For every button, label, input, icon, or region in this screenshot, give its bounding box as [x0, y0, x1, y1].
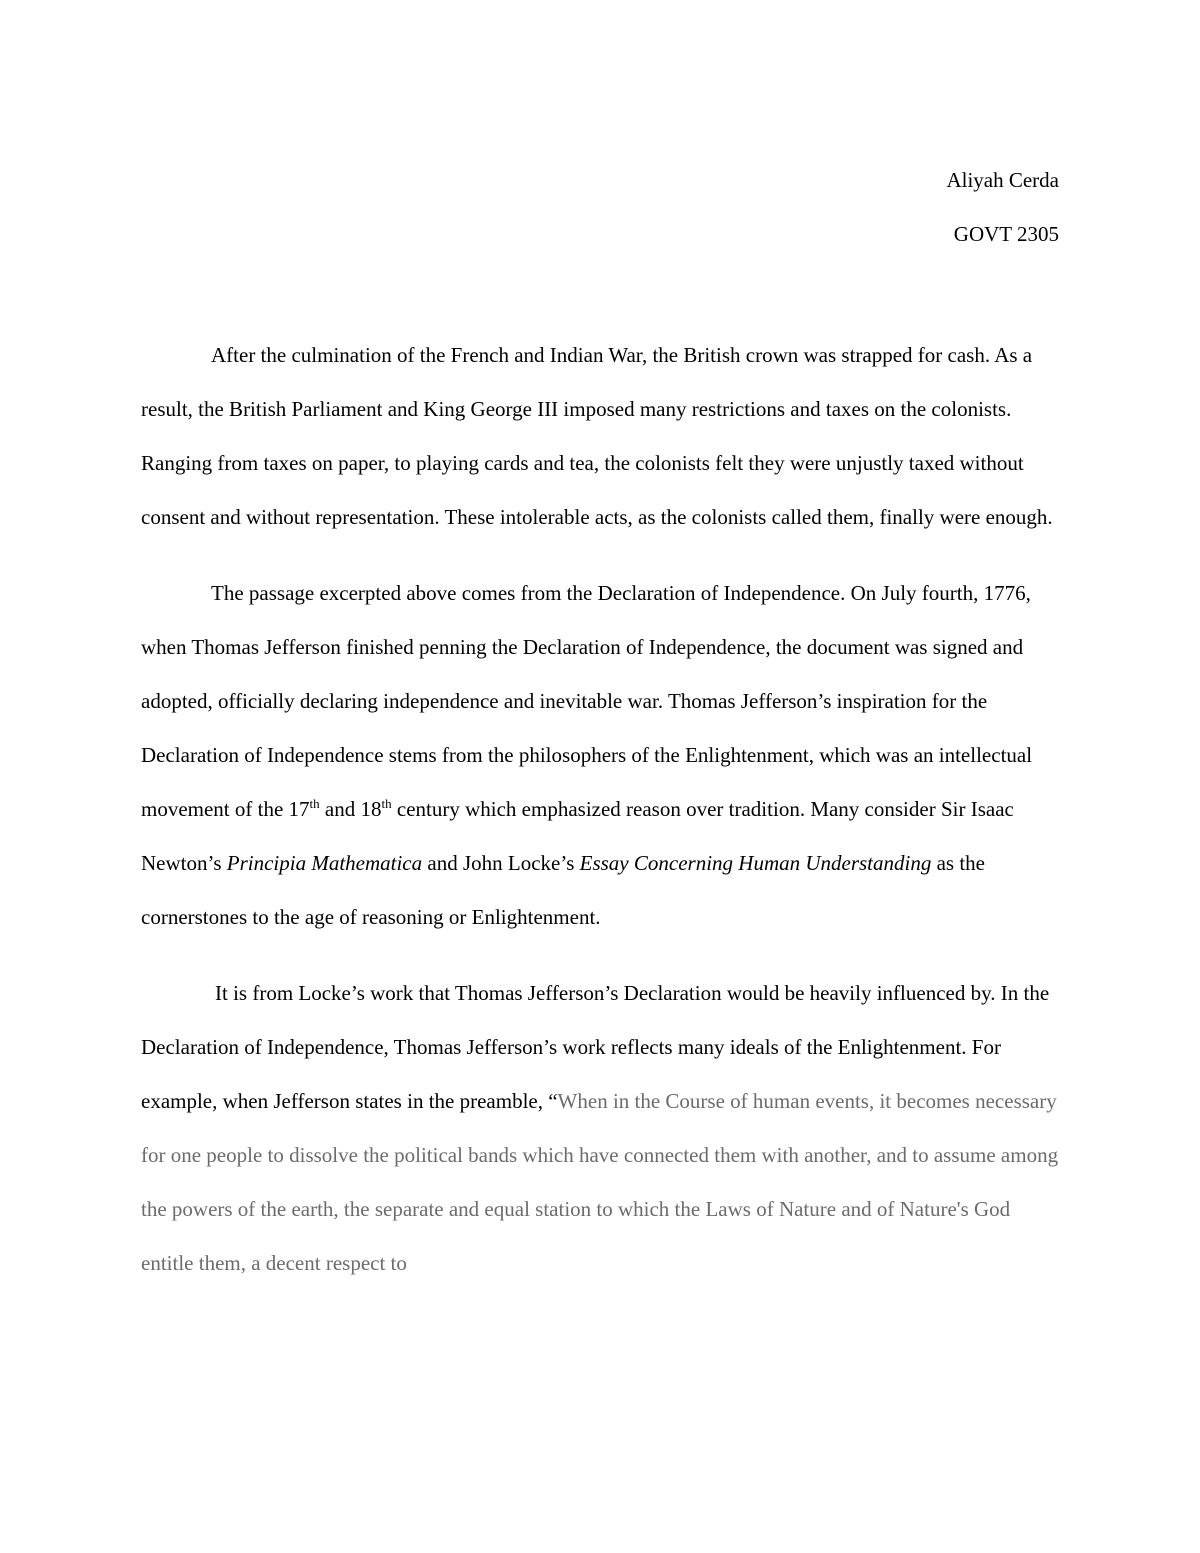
paragraph-2-text: as the cornerstones to the age of reasoning or Enlightenment. [141, 851, 986, 929]
paragraph-2-text: century which emphasized reason over tradition. Many consider Sir Isaac Newton’s [141, 797, 1014, 875]
essay-body [141, 328, 1061, 1312]
paragraph-3 [141, 966, 1061, 1290]
author-name: Aliyah Cerda [946, 168, 1059, 192]
paragraph-2-text: The passage excerpted above comes from the Declaration of Independence. On July fourth, 1776, when Thomas Jefferson finished penning the Declaration of Independence, the document was signed and adopted, officially declaring independence and inevitable war. Thomas Jefferson’s inspiration for the Declaration of Independence stems from the philosophers of the Enlightenment, which was an intellectual movement of the 17 [141, 581, 1033, 821]
superscript-th: th [309, 796, 320, 811]
book-title-essay: Essay Concerning Human Understanding [579, 851, 932, 875]
paragraph-1: After the culmination of the French and Indian War, the British crown was strapped for cash. As a result, the British Parliament and King George III imposed many restrictions and taxes on the colonists. Ranging from taxes on paper, to playing cards and tea, the colonists felt they were unjustly taxed without consent and without representation. These intolerable acts, as the colonists called them, finally were enough. [141, 343, 1053, 529]
preamble-quote: When in the Course of human events, it becomes necessary for one people to dissolve the political bands which have connected them with another, and to assume among the powers of the earth, the separate and equal station to which the Laws of Nature and of Nature's God entitle them, a decent respect to [141, 1089, 1059, 1275]
course-code: GOVT 2305 [953, 222, 1059, 246]
paragraph-2-text: and John Locke’s [422, 851, 580, 875]
book-title-principia: Principia Mathematica [226, 851, 423, 875]
paragraph-3-text: It is from Locke’s work that Thomas Jefferson’s Declaration would be heavily influenced by. In the Declaration of Independence, Thomas Jefferson’s work reflects many ideals of the Enlightenment. For example, when Jefferson states in the preamble, “ [141, 981, 1050, 1113]
superscript-th: th [381, 796, 392, 811]
paragraph-2 [141, 566, 1061, 944]
paragraph-2-text: and 18 [319, 797, 382, 821]
